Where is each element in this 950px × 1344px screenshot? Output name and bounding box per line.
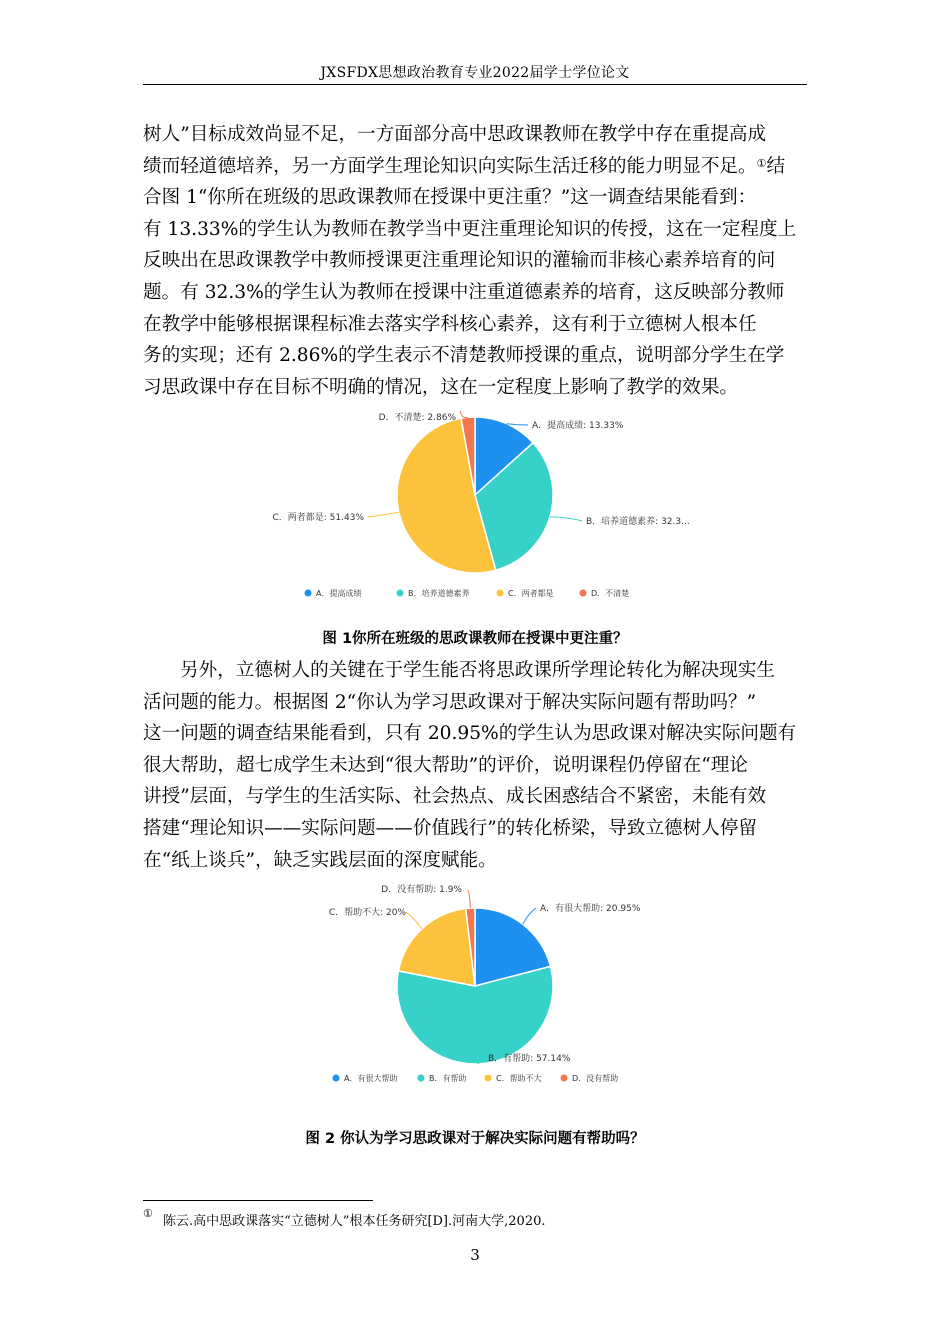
legend-label: D．没有帮助 [572,1074,619,1083]
legend-marker [497,590,504,597]
footnote-marker: ① [143,1207,153,1220]
leader-line [460,411,468,418]
legend-label: B．培养道德素养 [408,589,470,598]
text-line: 有 13.33%的学生认为教师在教学当中更注重理论知识的传授，这在一定程度上 [143,218,797,240]
text-line: 很大帮助，超七成学生未达到“很大帮助”的评价，说明课程仍停留在“理论 [143,754,748,776]
leader-line [550,517,582,521]
slice-label: C．帮助不大: 20% [328,908,406,918]
slice-label: D．不清楚: 2.86% [378,413,456,423]
footnote [143,1207,546,1229]
text-line: 树人”目标成效尚显不足，一方面部分高中思政课教师在教学中存在重提高成 [143,124,767,145]
legend-label: A．提高成绩 [316,589,362,598]
figure-2-caption: 图 2 你认为学习思政课对于解决实际问题有帮助吗？ [305,1131,645,1147]
text-line: 绩而轻道德培养，另一方面学生理论知识向实际生活迁移的能力明显不足。①结 [143,155,786,177]
slice-label: B．培养道德素养: 32.3... [586,517,690,527]
text-line: 习思政课中存在目标不明确的情况，这在一定程度上影响了教学的效果。 [143,376,739,398]
paragraph-2 [143,655,807,876]
footnote-ref: ① [756,156,767,170]
legend-marker [333,1075,340,1082]
text-line: 合图 1“你所在班级的思政课教师在授课中更注重？”这一调查结果能看到： [143,187,757,209]
text-line: 这一问题的调查结果能看到，只有 20.95%的学生认为思政课对解决实际问题有 [143,723,797,745]
slice-label: A．提高成绩: 13.33% [532,421,624,431]
running-header: JXSFDX思想政治教育专业2022届学士学位论文 [320,65,630,81]
slice-label: D．没有帮助: 1.9% [381,885,462,895]
figure-1-caption: 图 1你所在班级的思政课教师在授课中更注重？ [322,631,628,647]
pie-chart-2 [310,878,650,1088]
text-line: 另外，立德树人的关键在于学生能否将思政课所学理论转化为解决现实生 [180,660,776,681]
legend-label: B．有帮助 [429,1074,467,1083]
text-line: 搭建“理论知识——实际问题——价值践行”的转化桥梁，导致立德树人停留 [143,817,758,839]
text-line: 在“纸上谈兵”，缺乏实践层面的深度赋能。 [143,849,497,871]
leader-line [468,890,470,908]
footnote-text: 陈云.高中思政课落实“立德树人”根本任务研究[D].河南大学,2020. [163,1214,546,1229]
legend-marker [305,590,312,597]
legend-marker [580,590,587,597]
text-line: 务的实现；还有 2.86%的学生表示不清楚教师授课的重点，说明部分学生在学 [143,345,785,367]
header-rule [143,84,807,85]
text-line: 在教学中能够根据课程标准去落实学科核心素养，这有利于立德树人根本任 [143,313,757,335]
slice-label: B．有帮助: 57.14% [488,1054,571,1064]
legend-marker [561,1075,568,1082]
legend-marker [485,1075,492,1082]
slice-label: A．有很大帮助: 20.95% [540,904,641,914]
slice-label: C．两者都是: 51.43% [272,513,364,523]
text-line: 讲授”层面，与学生的生活实际、社会热点、成长困惑结合不紧密，未能有效 [143,786,767,808]
legend-label: C．帮助不大 [496,1074,542,1083]
paragraph-1 [143,119,807,403]
legend-marker [397,590,404,597]
leader-line [406,912,422,929]
legend-marker [418,1075,425,1082]
legend-label: D．不清楚 [591,589,630,598]
legend-label: A．有很大帮助 [344,1074,398,1083]
page-number: 3 [470,1246,480,1264]
leader-line [523,908,536,924]
legend-label: C．两者都是 [508,589,554,598]
text-line: 反映出在思政课教学中教师授课更注重理论知识的灌输而非核心素养培育的问 [143,250,776,272]
leader-line [368,512,399,517]
text-line: 活问题的能力。根据图 2“你认为学习思政课对于解决实际问题有帮助吗？” [143,691,757,713]
text-line: 题。有 32.3%的学生认为教师在授课中注重道德素养的培育，这反映部分教师 [143,281,785,303]
footnote-rule [143,1200,373,1201]
pie-chart-1 [250,405,710,610]
